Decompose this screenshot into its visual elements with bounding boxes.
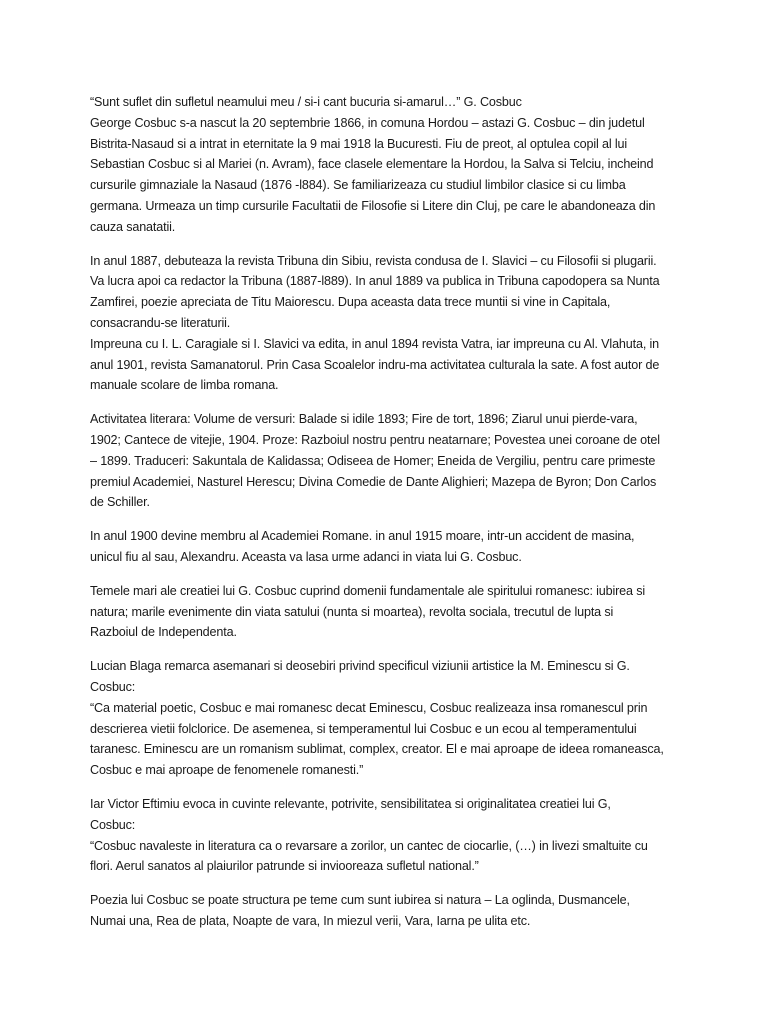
text-line: Lucian Blaga remarca asemanari si deosebiri privind specificul viziunii artistice la M. Eminescu si G. [90, 659, 630, 674]
text-line: Bistrita-Nasaud si a intrat in eternitate la 9 mai 1918 la Bucuresti. Fiu de preot, al optulea copil al lui [90, 136, 627, 151]
text-line: anul 1901, revista Samanatorul. Prin Casa Scoalelor indru-ma activitatea culturala la sate. A fost autor de [90, 357, 660, 372]
text-line: “Sunt suflet din sufletul neamului meu / si-i cant bucuria si-amarul…” G. Cosbuc [90, 95, 522, 109]
text-line: germana. Urmeaza un timp cursurile Facultatii de Filosofie si Litere din Cluj, pe care le abandoneaza din [90, 198, 656, 213]
text-line: 1902; Cantece de vitejie, 1904. Proze: Razboiul nostru pentru neatarnare; Povestea unei coroane de otel [90, 432, 660, 447]
text-line: Impreuna cu I. L. Caragiale si I. Slavici va edita, in anul 1894 revista Vatra, iar impreuna cu Al. Vlahuta, in [90, 336, 660, 351]
paragraph [90, 581, 690, 643]
text-line: – 1899. Traduceri: Sakuntala de Kalidassa; Odiseea de Homer; Eneida de Vergiliu, pentru care primeste [90, 453, 656, 468]
text-line: consacrandu-se literaturii. [90, 315, 231, 330]
text-line: Cosbuc e mai aproape de fenomenele romanesti.” [90, 763, 364, 778]
text-line: Temele mari ale creatiei lui G. Cosbuc cuprind domenii fundamentale ale spiritului romanesc: iubirea si [90, 583, 646, 598]
text-line: Sebastian Cosbuc si al Mariei (n. Avram), face clasele elementare la Hordou, la Salva si Telciu, incheind [90, 157, 654, 172]
text-line: Poezia lui Cosbuc se poate structura pe teme cum sunt iubirea si natura – La oglinda, Dusmancele, [90, 893, 630, 908]
text-line: descrierea vietii folclorice. De asemenea, si temperamentul lui Cosbuc e un ecou al temperamentului [90, 721, 637, 736]
text-line: In anul 1887, debuteaza la revista Tribuna din Sibiu, revista condusa de I. Slavici – cu Filosofii si plugarii. [90, 253, 657, 268]
text-line: Razboiul de Independenta. [90, 625, 237, 640]
text-line: natura; marile evenimente din viata satului (nunta si moartea), revolta sociala, trecutul de lupta si [90, 604, 614, 619]
text-line: Va lucra apoi ca redactor la Tribuna (1887-l889). In anul 1889 va publica in Tribuna capodopera sa Nunta [90, 274, 660, 289]
text-line: “Cosbuc navaleste in literatura ca o revarsare a zorilor, un cantec de ciocarlie, (…) in livezi smaltuite cu [90, 838, 648, 853]
document-body [90, 92, 690, 945]
paragraph [90, 409, 690, 513]
text-line: Cosbuc: [90, 679, 136, 694]
text-line: Cosbuc: [90, 817, 136, 832]
text-line: Activitatea literara: Volume de versuri: Balade si idile 1893; Fire de tort, 1896; Ziarul unui pierde-vara, [90, 412, 638, 427]
text-line: Numai una, Rea de plata, Noapte de vara, In miezul verii, Vara, Iarna pe ulita etc. [90, 913, 531, 928]
text-line: de Schiller. [90, 495, 150, 510]
text-line: cauza sanatatii. [90, 219, 176, 234]
text-line: George Cosbuc s-a nascut la 20 septembrie 1866, in comuna Hordou – astazi G. Cosbuc – din judetul [90, 115, 645, 130]
text-line: “Ca material poetic, Cosbuc e mai romanesc decat Eminescu, Cosbuc realizeaza insa romanescul prin [90, 700, 648, 715]
text-line: unicul fiu al sau, Alexandru. Aceasta va lasa urme adanci in viata lui G. Cosbuc. [90, 549, 522, 564]
paragraph [90, 92, 690, 238]
text-line: premiul Academiei, Nasturel Herescu; Divina Comedie de Dante Alighieri; Mazepa de Byron; Don Carlos [90, 474, 657, 489]
text-line: In anul 1900 devine membru al Academiei Romane. in anul 1915 moare, intr-un accident de masina, [90, 529, 635, 544]
text-line: Zamfirei, poezie apreciata de Titu Maiorescu. Dupa aceasta data trece muntii si vine in Capitala, [90, 295, 611, 310]
text-line: taranesc. Eminescu are un romanism sublimat, complex, creator. El e mai aproape de ideea romaneasca, [90, 742, 664, 757]
paragraph [90, 526, 690, 568]
text-line: manuale scolare de limba romana. [90, 378, 279, 393]
paragraph [90, 794, 690, 877]
paragraph [90, 656, 690, 781]
text-line: flori. Aerul sanatos al plaiurilor patrunde si inviooreaza sufletul national.” [90, 859, 479, 874]
paragraph [90, 251, 690, 397]
text-line: Iar Victor Eftimiu evoca in cuvinte relevante, potrivite, sensibilitatea si originalitatea creatiei lui G, [90, 796, 611, 811]
text-line: cursurile gimnaziale la Nasaud (1876 -l884). Se familiarizeaza cu studiul limbilor clasice si cu limba [90, 178, 626, 193]
paragraph [90, 890, 690, 932]
